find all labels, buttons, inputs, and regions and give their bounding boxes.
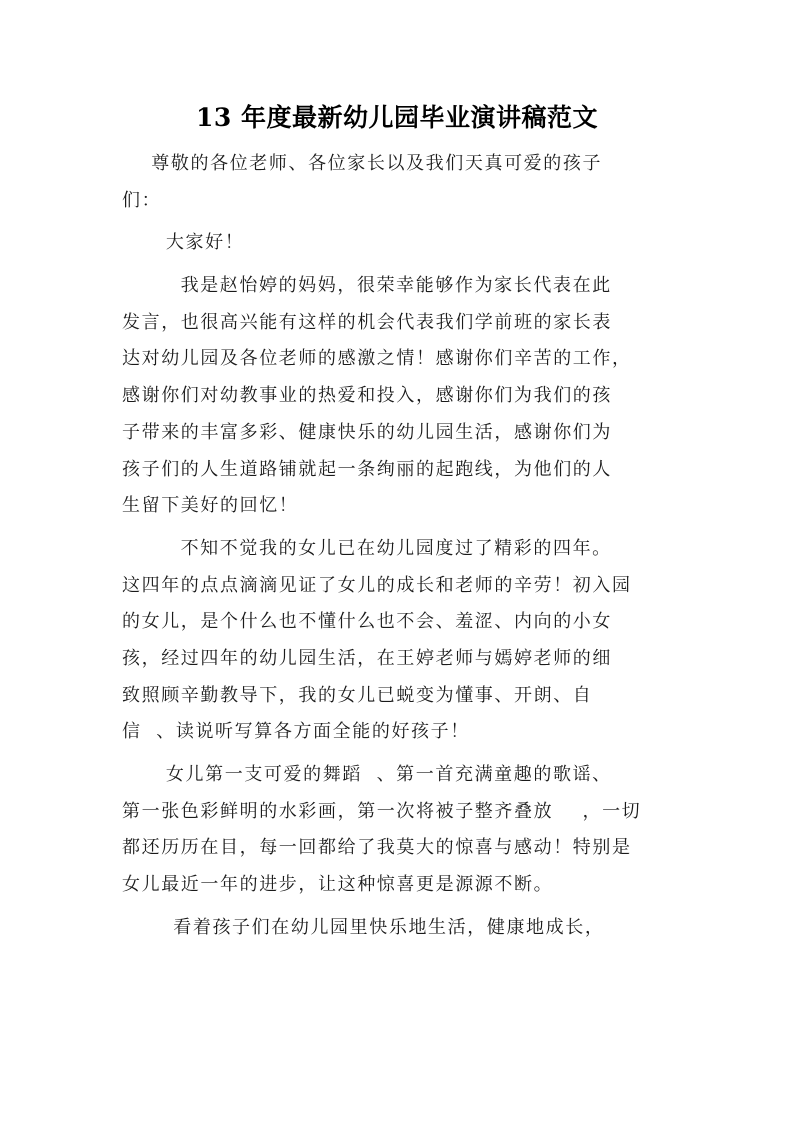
text-line: 大家好！ [122,232,245,254]
text-line: 这四年的点点滴滴见证了女儿的成长和老师的辛劳！初入园 [122,574,632,596]
text-line: 们： [122,189,162,211]
text-line: 发言，也很高兴能有这样的机会代表我们学前班的家长表 [122,311,612,333]
text-line: 孩，经过四年的幼儿园生活，在王婷老师与嫣婷老师的细 [122,647,612,669]
text-line: 致照顾辛勤教导下，我的女儿已蜕变为懂事、开朗、自 [122,684,593,706]
text-line: 看着孩子们在幼儿园里快乐地生活，健康地成长， [122,916,605,938]
text-line: 不知不觉我的女儿已在幼儿园度过了精彩的四年。 [122,537,612,559]
text-line: 女儿最近一年的进步，让这种惊喜更是源源不断。 [122,874,554,896]
text-line: 都还历历在目，每一回都给了我莫大的惊喜与感动！特别是 [122,837,632,859]
text-line: 女儿第一支可爱的舞蹈 、第一首充满童趣的歌谣、 [122,764,612,785]
text-line: 第一张色彩鲜明的水彩画，第一次将被子整齐叠放 ，一切 [122,800,642,822]
text-line: 尊敬的各位老师、各位家长以及我们天真可爱的孩子 [122,153,603,174]
text-line: 孩子们的人生道路铺就起一条绚丽的起跑线，为他们的人 [122,458,612,480]
text-line: 我是赵怡婷的妈妈，很荣幸能够作为家长代表在此 [122,275,612,297]
document-body [122,146,682,946]
document-title: 13 年度最新幼儿园毕业演讲稿范文 [196,103,598,132]
text-line: 感谢你们对幼教事业的热爱和投入，感谢你们为我们的孩 [122,385,612,407]
text-line: 生留下美好的回忆！ [122,495,299,517]
text-line: 子带来的丰富多彩、健康快乐的幼儿园生活，感谢你们为 [122,421,612,443]
text-line: 信 、读说听写算各方面全能的好孩子！ [122,721,470,743]
text-line: 的女儿，是个什么也不懂什么也不会、羞涩、内向的小女 [122,611,612,633]
text-line: 达对幼儿园及各位老师的感激之情！感谢你们辛苦的工作， [122,348,632,370]
